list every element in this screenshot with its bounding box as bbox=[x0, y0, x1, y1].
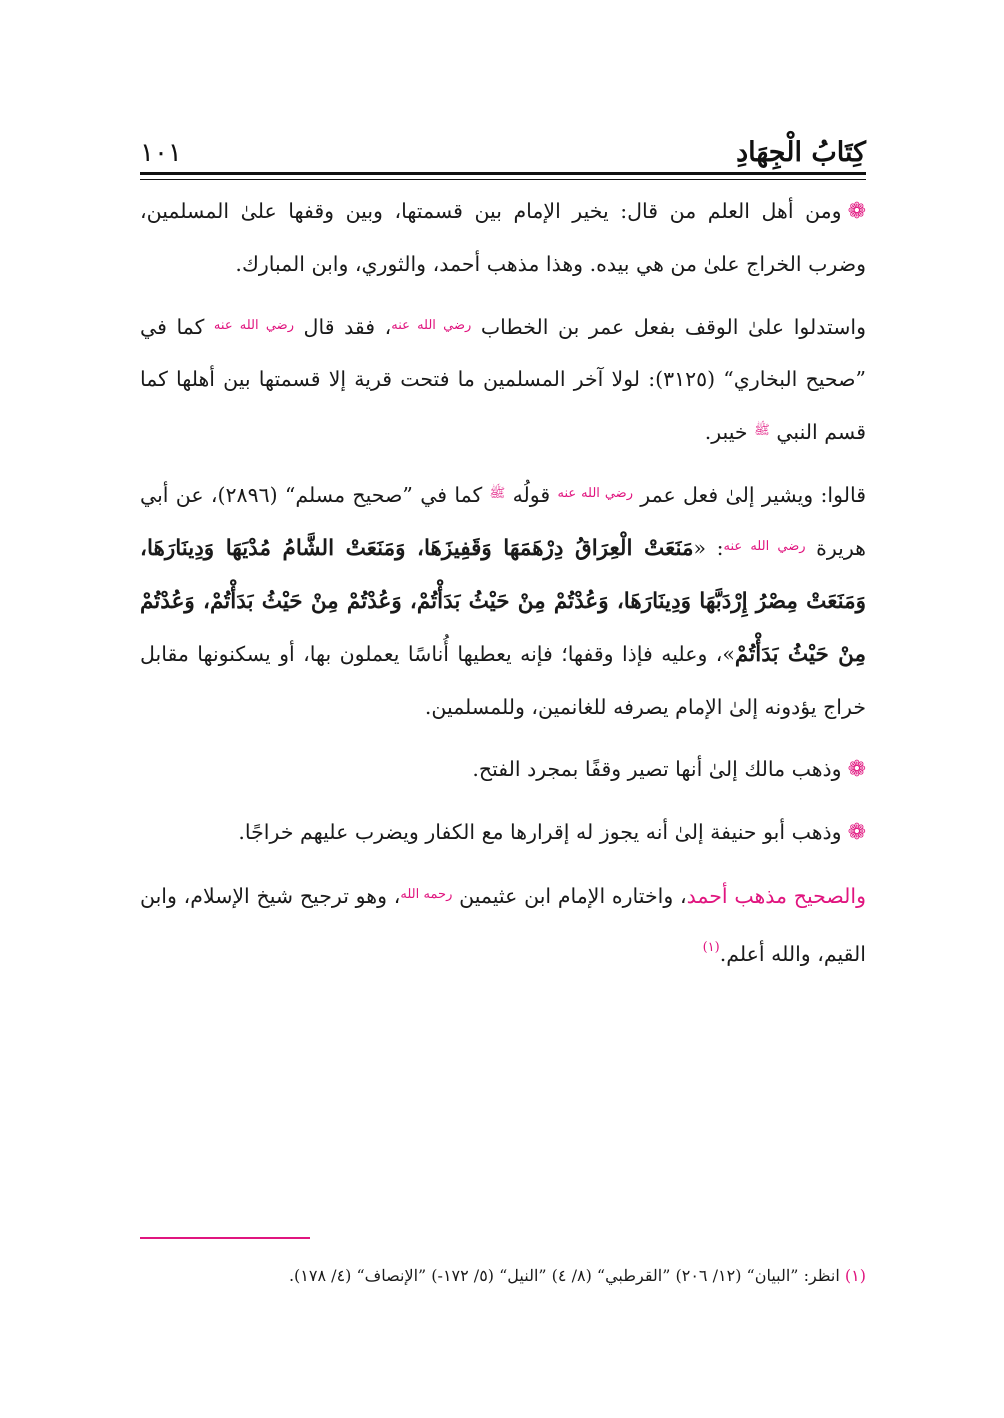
footnote-separator bbox=[140, 1237, 310, 1239]
book-page bbox=[140, 0, 866, 1418]
paragraph-abu-hanifa-opinion bbox=[140, 806, 866, 859]
footnote-text: انظر: ”البيان“ (١٢/ ٢٠٦) ”القرطبي“ (٨/ ٤) ”النيل“ (٥/ ١٧٢-) ”الإنصاف“ (٤/ ١٧٨). bbox=[288, 1266, 840, 1285]
footnote-number: (١) bbox=[844, 1266, 866, 1285]
page-header bbox=[140, 128, 866, 168]
flower-bullet-icon: ❁ bbox=[847, 199, 866, 224]
highlighted-phrase: والصحيح مذهب أحمد bbox=[686, 884, 867, 908]
paragraph-text: واستدلوا علىٰ الوقف بفعل عمر بن الخطاب bbox=[471, 315, 866, 339]
footnote bbox=[140, 1266, 866, 1285]
page-body bbox=[140, 185, 866, 990]
honorific-radiallahu-anhu: رضي الله عنه bbox=[557, 486, 633, 501]
paragraph-text: : « bbox=[693, 536, 724, 560]
paragraph-scholars-opinion bbox=[140, 185, 866, 290]
paragraph-text: وذهب مالك إلىٰ أنها تصير وقفًا بمجرد الفتح. bbox=[472, 757, 842, 781]
paragraph-evidence-umar bbox=[140, 300, 866, 458]
paragraph-text: »، وعليه فإذا وقفها؛ فإنه يعطيها أُناسًا يعملون بها، أو يسكنونها مقابل خراج يؤدونه إلىٰ الإمام يصرفه للغانمين، وللمسلمين. bbox=[140, 642, 866, 719]
hadith-quote: مَنَعَتْ الْعِرَاقُ دِرْهَمَهَا وَقَفِيزَهَا، وَمَنَعَتْ الشَّامُ مُدْيَهَا وَدِينَارَهَا، وَمَنَعَتْ مِصْرُ إِرْدَبَّهَا وَدِينَارَهَا، وَعُدْتُمْ مِنْ حَيْثُ بَدَأْتُمْ، وَعُدْتُمْ مِنْ حَيْثُ بَدَأْتُمْ، وَعُدْتُمْ مِنْ حَيْثُ بَدَأْتُمْ bbox=[140, 536, 867, 667]
paragraph-conclusion bbox=[140, 869, 866, 980]
paragraph-text: كما في ”صحيح البخاري“ (٣١٢٥): لولا آخر المسلمين ما فتحت قرية إلا قسمتها بين أهلها كما قسم النبي bbox=[140, 315, 867, 444]
honorific-radiallahu-anhu: رضي الله عنه bbox=[723, 539, 806, 554]
flower-bullet-icon: ❁ bbox=[847, 820, 866, 845]
paragraph-text: ومن أهل العلم من قال: يخير الإمام بين قسمتها، وبين وقفها علىٰ المسلمين، وضرب الخراج علىٰ من هي بيده. وهذا مذهب أحمد، والثوري، وابن المبارك. bbox=[140, 199, 866, 276]
header-rule-thin bbox=[140, 179, 866, 180]
paragraph-text: قولُه bbox=[505, 483, 558, 507]
honorific-radiallahu-anhu: رضي الله عنه bbox=[213, 318, 294, 333]
book-title: كِتَابُ الْجِهَادِ bbox=[736, 137, 866, 168]
paragraph-hadith-muslim bbox=[140, 468, 866, 733]
flower-bullet-icon: ❁ bbox=[847, 757, 866, 782]
honorific-salallahu-alayhi: ﷺ bbox=[754, 423, 770, 438]
paragraph-text: ، وهو ترجيح شيخ الإسلام، وابن القيم، والله أعلم. bbox=[140, 884, 866, 966]
honorific-radiallahu-anhu: رضي الله عنه bbox=[391, 318, 472, 333]
paragraph-text: ، فقد قال bbox=[293, 315, 392, 339]
honorific-rahimahullah: رحمه الله bbox=[400, 887, 453, 902]
header-rule-thick bbox=[140, 172, 866, 175]
page-number: ١٠١ bbox=[140, 138, 182, 168]
paragraph-text: خيبر. bbox=[704, 420, 755, 444]
paragraph-text: قالوا: ويشير إلىٰ فعل عمر bbox=[632, 483, 866, 507]
paragraph-text: كما في ”صحيح مسلم“ (٢٨٩٦)، عن أبي هريرة bbox=[140, 483, 866, 560]
footnote-reference[interactable]: (١) bbox=[702, 940, 720, 955]
paragraph-text: وذهب أبو حنيفة إلىٰ أنه يجوز له إقرارها مع الكفار ويضرب عليهم خراجًا. bbox=[238, 820, 842, 844]
paragraph-malik-opinion bbox=[140, 743, 866, 796]
honorific-salallahu-alayhi: ﷺ bbox=[489, 486, 506, 501]
paragraph-text: ، واختاره الإمام ابن عثيمين bbox=[452, 884, 687, 908]
